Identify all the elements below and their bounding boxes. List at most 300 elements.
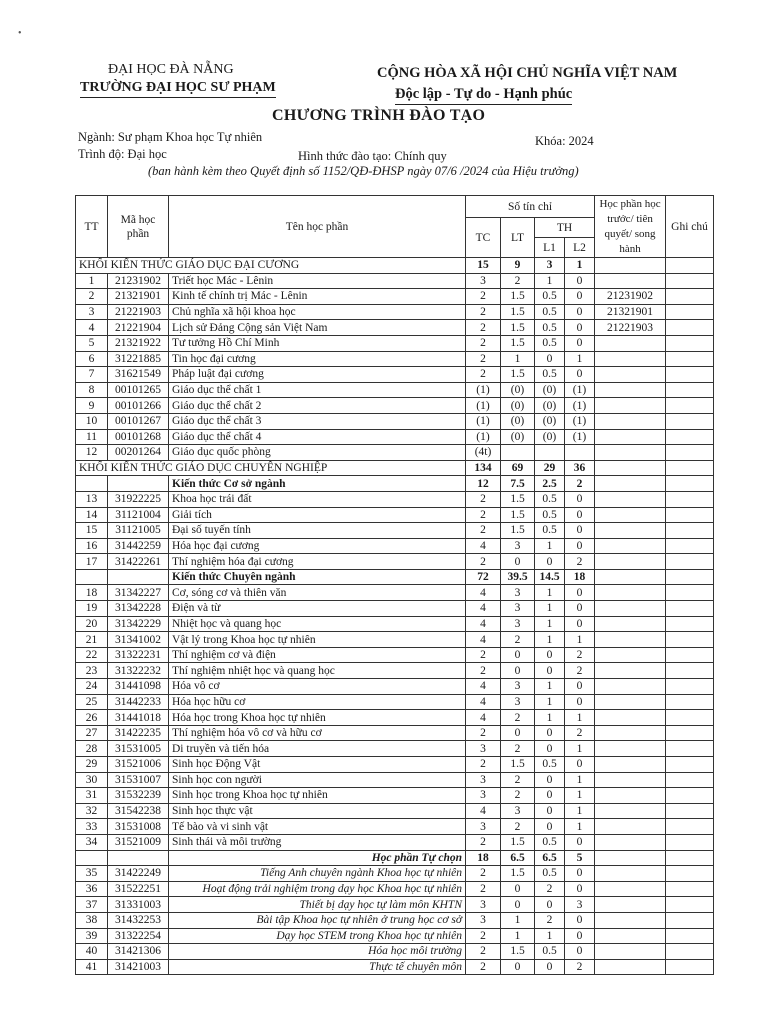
tt-cell: 26 xyxy=(76,710,108,726)
prereq-cell: 21221903 xyxy=(595,320,666,336)
l1-cell: 1 xyxy=(535,616,565,632)
l2-cell: 0 xyxy=(565,679,595,695)
prereq-cell xyxy=(595,273,666,289)
tc-cell: 3 xyxy=(466,819,501,835)
course-name: Hóa học trong Khoa học tự nhiên xyxy=(169,710,466,726)
code-cell: 21221904 xyxy=(108,320,169,336)
course-name: Triết học Mác - Lênin xyxy=(169,273,466,289)
code-cell: 00201264 xyxy=(108,445,169,461)
l1-cell: 0 xyxy=(535,819,565,835)
header-credits: Số tín chỉ xyxy=(466,196,595,218)
code-cell: 31522251 xyxy=(108,881,169,897)
tc-cell: 4 xyxy=(466,694,501,710)
table-row xyxy=(76,585,714,601)
l2-cell: 1 xyxy=(565,803,595,819)
l2-cell: 2 xyxy=(565,554,595,570)
l2-cell: 0 xyxy=(565,601,595,617)
tc-cell: 2 xyxy=(466,335,501,351)
prereq-cell: 21321901 xyxy=(595,304,666,320)
prereq-cell xyxy=(595,757,666,773)
prereq-cell xyxy=(595,382,666,398)
code-cell: 31922225 xyxy=(108,491,169,507)
course-name: Sinh thái và môi trường xyxy=(169,834,466,850)
subsection-l1: 14.5 xyxy=(535,569,565,585)
tt-cell: 13 xyxy=(76,491,108,507)
note-cell xyxy=(666,491,714,507)
table-row xyxy=(76,304,714,320)
tt-cell xyxy=(76,850,108,866)
section-row xyxy=(76,460,714,476)
subsection-lt: 7.5 xyxy=(501,476,535,492)
l1-cell: 2 xyxy=(535,881,565,897)
lt-cell: 1.5 xyxy=(501,289,535,305)
tc-cell: 2 xyxy=(466,304,501,320)
code-cell: 31422235 xyxy=(108,725,169,741)
prereq-cell xyxy=(595,928,666,944)
note-cell xyxy=(666,850,714,866)
note-cell xyxy=(666,663,714,679)
note-cell xyxy=(666,834,714,850)
l1-cell: 1 xyxy=(535,694,565,710)
l2-cell: 0 xyxy=(565,335,595,351)
tc-cell: (1) xyxy=(466,413,501,429)
prereq-cell xyxy=(595,538,666,554)
code-cell: 31221885 xyxy=(108,351,169,367)
lt-cell: 1.5 xyxy=(501,834,535,850)
l1-cell: 1 xyxy=(535,273,565,289)
note-cell xyxy=(666,538,714,554)
table-row xyxy=(76,289,714,305)
subsection-l2: 5 xyxy=(565,850,595,866)
lt-cell: 1 xyxy=(501,351,535,367)
prereq-cell xyxy=(595,788,666,804)
course-name: Bài tập Khoa học tự nhiên ở trung học cơ sở xyxy=(169,912,466,928)
course-name: Nhiệt học và quang học xyxy=(169,616,466,632)
tc-cell: (4t) xyxy=(466,445,501,461)
course-name: Sinh học trong Khoa học tự nhiên xyxy=(169,788,466,804)
table-row xyxy=(76,335,714,351)
tc-cell: 2 xyxy=(466,725,501,741)
tt-cell: 27 xyxy=(76,725,108,741)
tt-cell: 29 xyxy=(76,757,108,773)
l2-cell: 0 xyxy=(565,538,595,554)
l2-cell: (1) xyxy=(565,413,595,429)
l2-cell: 0 xyxy=(565,834,595,850)
note-cell xyxy=(666,429,714,445)
tc-cell: 2 xyxy=(466,523,501,539)
tc-cell: 2 xyxy=(466,928,501,944)
course-name: Giáo dục thể chất 2 xyxy=(169,398,466,414)
section-row xyxy=(76,258,714,274)
l2-cell: 0 xyxy=(565,585,595,601)
prereq-cell xyxy=(595,944,666,960)
tc-cell: 4 xyxy=(466,679,501,695)
code-cell: 00101265 xyxy=(108,382,169,398)
note-cell xyxy=(666,694,714,710)
l1-cell: 1 xyxy=(535,601,565,617)
note-cell xyxy=(666,772,714,788)
tc-cell: (1) xyxy=(466,382,501,398)
code-cell: 31432253 xyxy=(108,912,169,928)
header-l2: L2 xyxy=(565,238,595,258)
tc-cell: 2 xyxy=(466,491,501,507)
lt-cell: 1.5 xyxy=(501,523,535,539)
l1-cell: 0.5 xyxy=(535,944,565,960)
code-cell: 31542238 xyxy=(108,803,169,819)
subsection-lt: 39.5 xyxy=(501,569,535,585)
tt-cell: 10 xyxy=(76,413,108,429)
l1-cell: 0.5 xyxy=(535,335,565,351)
prereq-cell xyxy=(595,476,666,492)
l1-cell: 0 xyxy=(535,803,565,819)
note-cell xyxy=(666,819,714,835)
prereq-cell xyxy=(595,616,666,632)
l2-cell: 2 xyxy=(565,725,595,741)
code-cell: 31342227 xyxy=(108,585,169,601)
code-cell: 31322254 xyxy=(108,928,169,944)
lt-cell: 0 xyxy=(501,663,535,679)
tc-cell: 2 xyxy=(466,834,501,850)
l1-cell: 0.5 xyxy=(535,304,565,320)
code-cell: 31521006 xyxy=(108,757,169,773)
l2-cell: 0 xyxy=(565,289,595,305)
note-cell xyxy=(666,710,714,726)
code-cell: 21321901 xyxy=(108,289,169,305)
lt-cell: (0) xyxy=(501,382,535,398)
table-row xyxy=(76,554,714,570)
lt-cell: 3 xyxy=(501,803,535,819)
l1-cell: 1 xyxy=(535,710,565,726)
course-name: Hóa học môi trường xyxy=(169,944,466,960)
lt-cell: 0 xyxy=(501,959,535,975)
lt-cell: 2 xyxy=(501,741,535,757)
table-row xyxy=(76,538,714,554)
section-l1: 3 xyxy=(535,258,565,274)
table-row xyxy=(76,757,714,773)
note-cell xyxy=(666,944,714,960)
header-name: Tên học phần xyxy=(169,196,466,258)
table-row xyxy=(76,445,714,461)
note-cell xyxy=(666,258,714,274)
note-cell xyxy=(666,304,714,320)
prereq-cell xyxy=(595,834,666,850)
lt-cell: 1.5 xyxy=(501,320,535,336)
lt-cell: 2 xyxy=(501,632,535,648)
code-cell: 00101266 xyxy=(108,398,169,414)
note-cell xyxy=(666,803,714,819)
lt-cell: 3 xyxy=(501,601,535,617)
prereq-cell xyxy=(595,569,666,585)
note-cell xyxy=(666,912,714,928)
tt-cell: 6 xyxy=(76,351,108,367)
tc-cell: 4 xyxy=(466,632,501,648)
tt-cell: 25 xyxy=(76,694,108,710)
course-name: Đại số tuyến tính xyxy=(169,523,466,539)
tt-cell: 32 xyxy=(76,803,108,819)
note-cell xyxy=(666,320,714,336)
section-lt: 9 xyxy=(501,258,535,274)
tc-cell: 2 xyxy=(466,959,501,975)
lt-cell: 3 xyxy=(501,616,535,632)
l2-cell: 2 xyxy=(565,663,595,679)
lt-cell: 0 xyxy=(501,647,535,663)
lt-cell: 1 xyxy=(501,912,535,928)
tc-cell: 4 xyxy=(466,710,501,726)
course-name: Sinh học con người xyxy=(169,772,466,788)
l1-cell: 0 xyxy=(535,663,565,679)
table-row xyxy=(76,866,714,882)
tt-cell: 28 xyxy=(76,741,108,757)
prereq-cell xyxy=(595,694,666,710)
course-name: Tế bào và vi sinh vật xyxy=(169,819,466,835)
tt-cell: 17 xyxy=(76,554,108,570)
l1-cell: 0.5 xyxy=(535,866,565,882)
note-cell xyxy=(666,569,714,585)
prereq-cell xyxy=(595,554,666,570)
l2-cell: 0 xyxy=(565,881,595,897)
tt-cell: 2 xyxy=(76,289,108,305)
code-cell: 31531008 xyxy=(108,819,169,835)
header-tc: TC xyxy=(466,218,501,258)
course-name: Tin học đại cương xyxy=(169,351,466,367)
subsection-lt: 6.5 xyxy=(501,850,535,866)
lt-cell: 3 xyxy=(501,538,535,554)
tt-cell: 5 xyxy=(76,335,108,351)
tc-cell: 3 xyxy=(466,788,501,804)
l1-cell: 1 xyxy=(535,585,565,601)
table-row xyxy=(76,632,714,648)
l2-cell: 0 xyxy=(565,491,595,507)
table-row xyxy=(76,491,714,507)
prereq-cell xyxy=(595,679,666,695)
tc-cell: 2 xyxy=(466,554,501,570)
table-row xyxy=(76,351,714,367)
prereq-cell xyxy=(595,881,666,897)
note-cell xyxy=(666,866,714,882)
prereq-cell xyxy=(595,663,666,679)
prereq-cell xyxy=(595,258,666,274)
header-tt: TT xyxy=(76,196,108,258)
section-tc: 15 xyxy=(466,258,501,274)
table-row xyxy=(76,413,714,429)
prereq-cell xyxy=(595,632,666,648)
table-row xyxy=(76,897,714,913)
note-cell xyxy=(666,616,714,632)
course-name: Thí nghiệm hóa vô cơ và hữu cơ xyxy=(169,725,466,741)
code-cell: 31421003 xyxy=(108,959,169,975)
tc-cell: 3 xyxy=(466,897,501,913)
l1-cell: (0) xyxy=(535,413,565,429)
l1-cell: 0.5 xyxy=(535,834,565,850)
lt-cell: 3 xyxy=(501,679,535,695)
table-row xyxy=(76,741,714,757)
header-lt: LT xyxy=(501,218,535,258)
lt-cell: 1.5 xyxy=(501,866,535,882)
code-cell: 21231902 xyxy=(108,273,169,289)
code-cell: 31342229 xyxy=(108,616,169,632)
tt-cell xyxy=(76,476,108,492)
course-name: Dạy học STEM trong Khoa học tự nhiên xyxy=(169,928,466,944)
note-cell xyxy=(666,382,714,398)
table-row xyxy=(76,382,714,398)
l1-cell: 1 xyxy=(535,632,565,648)
table-row xyxy=(76,788,714,804)
course-name: Khoa học trái đất xyxy=(169,491,466,507)
l2-cell: (1) xyxy=(565,398,595,414)
subsection-l2: 2 xyxy=(565,476,595,492)
prereq-cell xyxy=(595,725,666,741)
l2-cell xyxy=(565,445,595,461)
lt-cell: (0) xyxy=(501,413,535,429)
l1-cell: (0) xyxy=(535,429,565,445)
table-row xyxy=(76,320,714,336)
l2-cell: 1 xyxy=(565,788,595,804)
course-name: Vật lý trong Khoa học tự nhiên xyxy=(169,632,466,648)
subsection-row xyxy=(76,476,714,492)
subsection-l2: 18 xyxy=(565,569,595,585)
prereq-cell xyxy=(595,912,666,928)
code-cell: 31121004 xyxy=(108,507,169,523)
tc-cell: 4 xyxy=(466,585,501,601)
note-cell xyxy=(666,507,714,523)
tc-cell: (1) xyxy=(466,398,501,414)
code-cell: 00101267 xyxy=(108,413,169,429)
lt-cell: 3 xyxy=(501,694,535,710)
tt-cell: 36 xyxy=(76,881,108,897)
tt-cell: 4 xyxy=(76,320,108,336)
course-name: Thí nghiệm cơ và điện xyxy=(169,647,466,663)
note-cell xyxy=(666,741,714,757)
table-row xyxy=(76,679,714,695)
tt-cell: 8 xyxy=(76,382,108,398)
l2-cell: 0 xyxy=(565,866,595,882)
l1-cell: 2 xyxy=(535,912,565,928)
l2-cell: 0 xyxy=(565,928,595,944)
tt-cell: 12 xyxy=(76,445,108,461)
curriculum-table xyxy=(75,195,714,975)
level-label: Trình độ: Đại học xyxy=(78,147,167,161)
l1-cell: 0 xyxy=(535,725,565,741)
note-cell xyxy=(666,523,714,539)
code-cell: 31442259 xyxy=(108,538,169,554)
prereq-cell xyxy=(595,335,666,351)
tc-cell: 2 xyxy=(466,289,501,305)
header-code: Mã học phần xyxy=(108,196,169,258)
table-row xyxy=(76,772,714,788)
tt-cell: 14 xyxy=(76,507,108,523)
subsection-tc: 12 xyxy=(466,476,501,492)
tt-cell: 30 xyxy=(76,772,108,788)
prereq-cell xyxy=(595,429,666,445)
school-name: TRƯỜNG ĐẠI HỌC SƯ PHẠM xyxy=(80,80,276,98)
course-name: Thí nghiệm hóa đại cương xyxy=(169,554,466,570)
l1-cell: 0.5 xyxy=(535,757,565,773)
course-name: Tư tưởng Hồ Chí Minh xyxy=(169,335,466,351)
header-note: Ghi chú xyxy=(666,196,714,258)
lt-cell: 2 xyxy=(501,273,535,289)
code-cell: 31442233 xyxy=(108,694,169,710)
document-title: CHƯƠNG TRÌNH ĐÀO TẠO xyxy=(272,107,486,124)
l1-cell: 0 xyxy=(535,788,565,804)
motto: Độc lập - Tự do - Hạnh phúc xyxy=(395,86,572,105)
header-prereq: Học phần học trước/ tiên quyết/ song hành xyxy=(595,196,666,258)
l1-cell: 0 xyxy=(535,772,565,788)
prereq-cell xyxy=(595,959,666,975)
table-row xyxy=(76,834,714,850)
note-cell xyxy=(666,585,714,601)
note-cell xyxy=(666,273,714,289)
l2-cell: 0 xyxy=(565,616,595,632)
lt-cell: (0) xyxy=(501,398,535,414)
subsection-tc: 18 xyxy=(466,850,501,866)
l1-cell: 0 xyxy=(535,897,565,913)
note-cell xyxy=(666,679,714,695)
tt-cell: 19 xyxy=(76,601,108,617)
table-row xyxy=(76,710,714,726)
l2-cell: 0 xyxy=(565,507,595,523)
tc-cell: 2 xyxy=(466,663,501,679)
l2-cell: 0 xyxy=(565,912,595,928)
l1-cell: 1 xyxy=(535,928,565,944)
prereq-cell xyxy=(595,491,666,507)
course-name: Hóa học đại cương xyxy=(169,538,466,554)
note-cell xyxy=(666,476,714,492)
course-name: Pháp luật đại cương xyxy=(169,367,466,383)
course-name: Điện và từ xyxy=(169,601,466,617)
prereq-cell xyxy=(595,413,666,429)
section-lt: 69 xyxy=(501,460,535,476)
university-name: ĐẠI HỌC ĐÀ NẴNG xyxy=(108,62,234,77)
tt-cell: 18 xyxy=(76,585,108,601)
code-cell: 31121005 xyxy=(108,523,169,539)
table-row xyxy=(76,803,714,819)
header-l1: L1 xyxy=(535,238,565,258)
prereq-cell xyxy=(595,819,666,835)
tc-cell: 2 xyxy=(466,944,501,960)
note-cell xyxy=(666,757,714,773)
note-cell xyxy=(666,445,714,461)
tc-cell: 2 xyxy=(466,320,501,336)
section-name: KHỐI KIẾN THỨC GIÁO DỤC CHUYÊN NGHIỆP xyxy=(76,460,466,476)
code-cell: 31441098 xyxy=(108,679,169,695)
curriculum-body xyxy=(76,258,714,975)
code-cell: 31532239 xyxy=(108,788,169,804)
course-name: Lịch sử Đảng Cộng sản Việt Nam xyxy=(169,320,466,336)
tt-cell xyxy=(76,569,108,585)
tt-cell: 33 xyxy=(76,819,108,835)
table-row xyxy=(76,928,714,944)
tt-cell: 34 xyxy=(76,834,108,850)
tc-cell: 2 xyxy=(466,367,501,383)
lt-cell: 1.5 xyxy=(501,491,535,507)
l2-cell: (1) xyxy=(565,382,595,398)
prereq-cell xyxy=(595,710,666,726)
lt-cell: 1.5 xyxy=(501,367,535,383)
table-row xyxy=(76,273,714,289)
tt-cell: 16 xyxy=(76,538,108,554)
lt-cell: 0 xyxy=(501,554,535,570)
l1-cell: 0 xyxy=(535,554,565,570)
note-cell xyxy=(666,460,714,476)
tc-cell: 3 xyxy=(466,912,501,928)
l2-cell: 1 xyxy=(565,710,595,726)
subsection-name: Kiến thức Chuyên ngành xyxy=(169,569,466,585)
table-row xyxy=(76,523,714,539)
code-cell: 31521009 xyxy=(108,834,169,850)
table-row xyxy=(76,881,714,897)
code-cell xyxy=(108,476,169,492)
section-name: KHỐI KIẾN THỨC GIÁO DỤC ĐẠI CƯƠNG xyxy=(76,258,466,274)
